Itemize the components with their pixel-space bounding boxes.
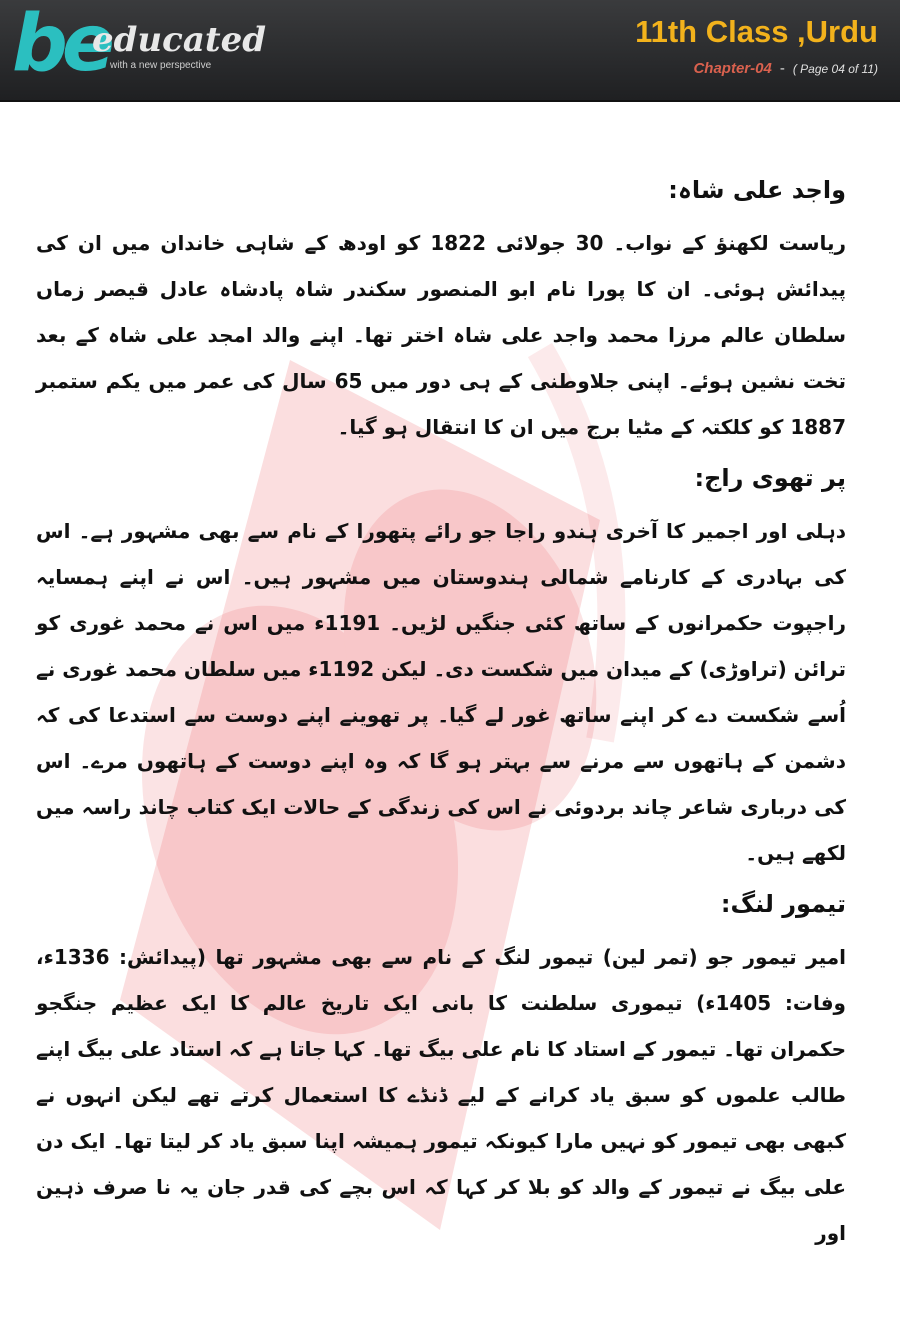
page-title: 11th Class ,Urdu [635, 14, 878, 49]
chapter-label: Chapter-04 [693, 60, 772, 77]
chapter-content [36, 170, 846, 1264]
logo-wordmark: educated [92, 20, 266, 60]
chapter-info [693, 60, 878, 77]
section-heading-prithviraj: پر تھوی راج: [694, 464, 846, 492]
section-heading-timur-lang: تیمور لنگ: [720, 890, 846, 918]
section-heading-wajid-ali-shah: واجد علی شاہ: [668, 176, 846, 204]
section-text-timur-lang: امیر تیمور جو (تمر لین) تیمور لنگ کے نام سے بھی مشہور تھا (پیدائش: 1336ء، وفات: 1405ء) تیموری سلطنت کا بانی ایک تاریخ عالم کا ایک عظیم جنگجو حکمران تھا۔ تیمور کے استاد کا نام علی بیگ تھا۔ کہا جاتا ہے کہ استاد علی بیگ اپنے طالب علموں کو سبق یاد کرانے کے لیے ڈنڈے کا استعمال کرتے تھے لیکن انہوں نے کبھی بھی تیمور کو نہیں مارا کیونکہ تیمور ہمیشہ اپنا سبق یاد کر لیتا تھا۔ ایک دن علی بیگ نے تیمور کے والد کو بلا کر کہا کہ اس بچے کی قدر جان یہ نا صرف ذہین اور [36, 945, 846, 1245]
logo-be-mark: be [12, 0, 109, 89]
logo-tagline: with a new perspective [110, 60, 212, 71]
separator: - [779, 60, 785, 77]
section-text-prithviraj: دہلی اور اجمیر کا آخری ہندو راجا جو رائے پتھورا کے نام سے بھی مشہور ہے۔ اس کی بہادری کے کارنامے شمالی ہندوستان میں مشہور ہیں۔ اس نے اپنے ہمسایہ راجپوت حکمرانوں کے ساتھ کئی جنگیں لڑیں۔ 1191ء میں اس نے محمد غوری کو ترائن (تراوڑی) کے میدان میں شکست دی۔ لیکن 1192ء میں سلطان محمد غوری نے اُسے شکست دے کر اپنے ساتھ غور لے گیا۔ پر تھوینے اپنے دوست سے استدعا کی کہ دشمن کے ہاتھوں سے مرنے سے بہتر ہو گا کہ وہ اپنے دوست کے ہاتھوں مرے۔ اس کی درباری شاعر چاند بردوئی نے اس کی زندگی کے حالات ایک کتاب چاند راسہ میں لکھے ہیں۔ [36, 519, 847, 865]
page-header [0, 0, 900, 102]
section-text-wajid-ali-shah: ریاست لکھنؤ کے نواب۔ 30 جولائی 1822 کو اودھ کے شاہی خاندان میں ان کی پیدائش ہوئی۔ ان کا پورا نام ابو المنصور سکندر شاہ پادشاہ عادل قیصر زماں سلطان عالم مرزا محمد واجد علی شاہ اختر تھا۔ اپنے والد امجد علی شاہ کے بعد تخت نشین ہوئے۔ اپنی جلاوطنی کے ہی دور میں 65 سال کی عمر میں یکم ستمبر 1887 کو کلکتہ کے مٹیا برج میں ان کا انتقال ہو گیا۔ [36, 231, 847, 439]
page-indicator: ( Page 04 of 11) [792, 62, 878, 76]
be-educated-logo [12, 0, 266, 96]
